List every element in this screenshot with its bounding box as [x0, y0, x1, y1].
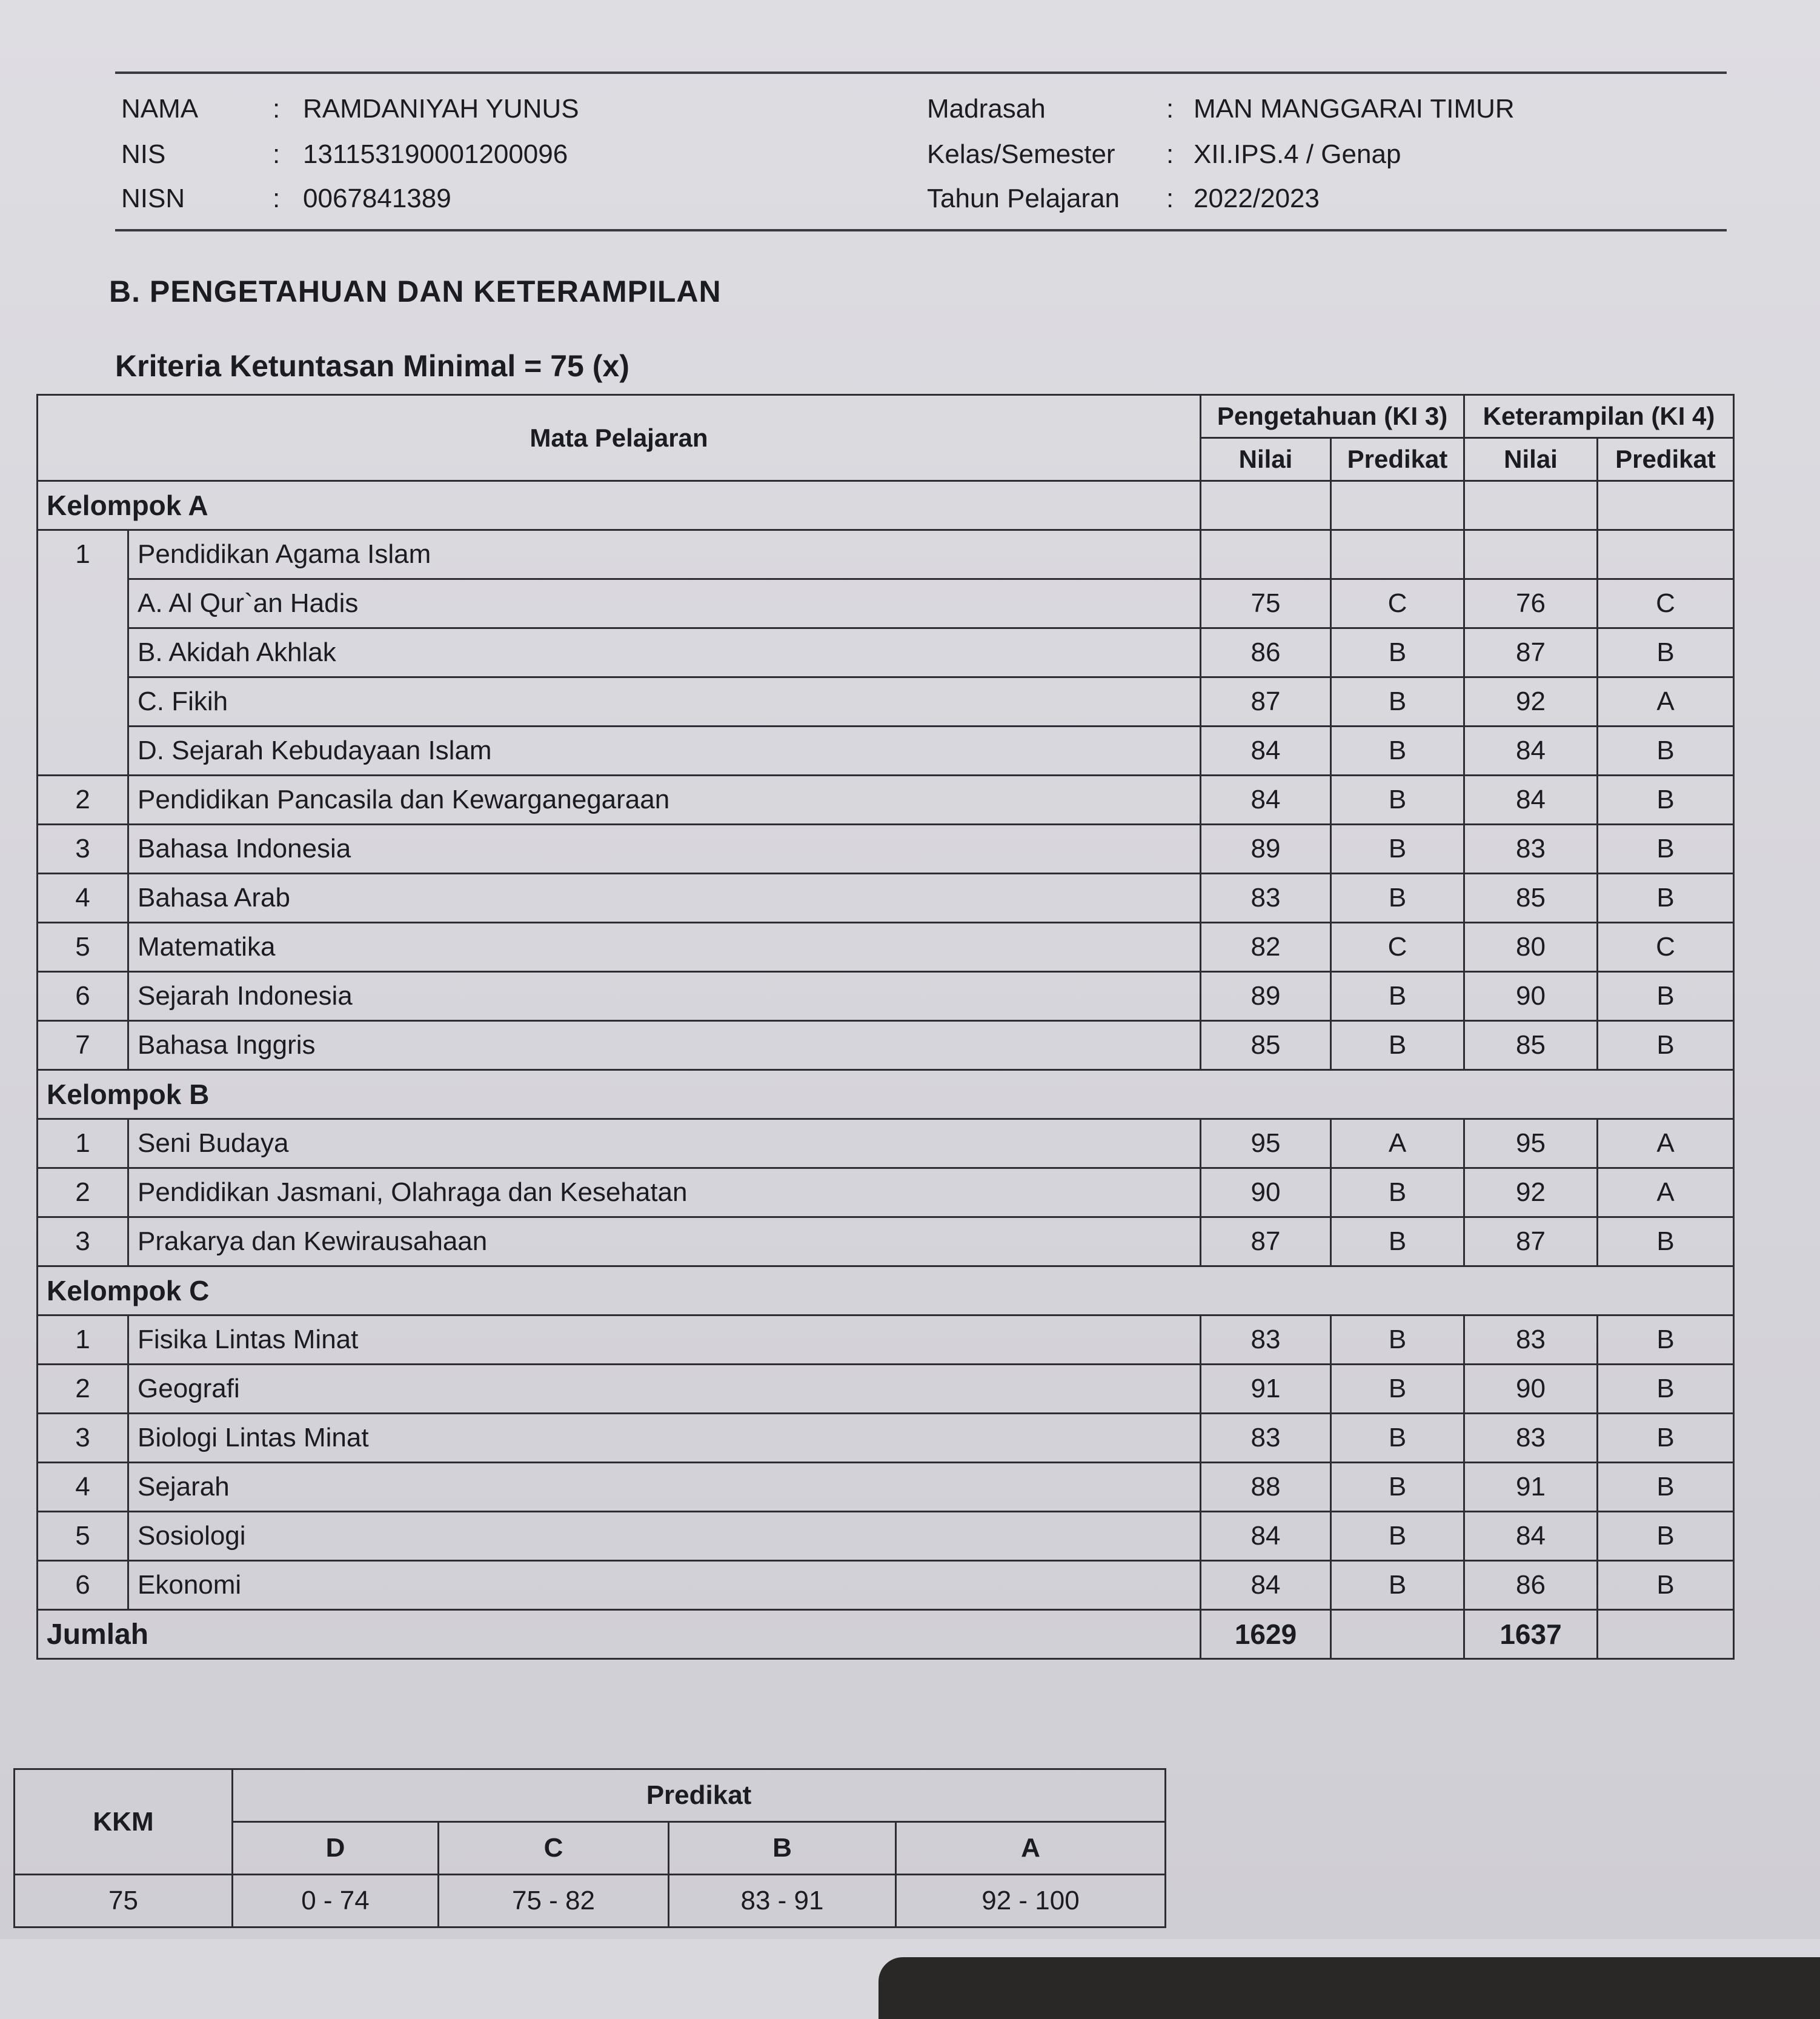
empty-cell [1201, 530, 1331, 579]
predikat-ki3: B [1331, 1365, 1464, 1414]
table-row [38, 825, 1734, 874]
predikat-ki4: A [1598, 1119, 1734, 1168]
table-row [38, 1414, 1734, 1463]
nilai-ki4: 90 [1464, 1365, 1598, 1414]
nilai-ki3: 84 [1201, 1512, 1331, 1561]
nilai-ki3: 82 [1201, 923, 1331, 972]
header-predikat-ki3: Predikat [1331, 438, 1464, 481]
predikat-legend-table [13, 1768, 1166, 1928]
nilai-ki4: 83 [1464, 825, 1598, 874]
group-label-c: Kelompok C [38, 1266, 1734, 1316]
colon: : [1166, 94, 1174, 124]
nilai-ki3: 95 [1201, 1119, 1331, 1168]
kelas-value: XII.IPS.4 / Genap [1194, 139, 1401, 169]
predikat-ki3: B [1331, 1512, 1464, 1561]
nis-label: NIS [121, 139, 166, 169]
nilai-ki3: 89 [1201, 825, 1331, 874]
legend-range-a: 92 - 100 [896, 1875, 1166, 1928]
row-number: 7 [38, 1021, 128, 1070]
nilai-ki4: 76 [1464, 579, 1598, 628]
group-row-c [38, 1266, 1734, 1316]
table-row [38, 1217, 1734, 1266]
table-row [38, 923, 1734, 972]
predikat-ki3: B [1331, 1021, 1464, 1070]
predikat-ki3: B [1331, 972, 1464, 1021]
legend-grade-c: C [439, 1822, 669, 1875]
table-row [38, 1316, 1734, 1365]
header-row-1 [38, 395, 1734, 438]
total-row [38, 1610, 1734, 1659]
nis-value: 131153190001200096 [303, 139, 568, 169]
predikat-ki4: C [1598, 579, 1734, 628]
empty-cell [1598, 1610, 1734, 1659]
nilai-ki4: 85 [1464, 1021, 1598, 1070]
row-number: 5 [38, 923, 128, 972]
row-number: 2 [38, 776, 128, 825]
predikat-ki4: B [1598, 1217, 1734, 1266]
empty-cell [1201, 481, 1331, 530]
table-row [38, 1365, 1734, 1414]
header-predikat-ki4: Predikat [1598, 438, 1734, 481]
table-row [38, 1463, 1734, 1512]
predikat-ki3: B [1331, 628, 1464, 677]
predikat-ki4: A [1598, 1168, 1734, 1217]
empty-cell [1331, 481, 1464, 530]
table-row [38, 677, 1734, 727]
empty-cell [1464, 530, 1598, 579]
nilai-ki4: 80 [1464, 923, 1598, 972]
subject-name: Prakarya dan Kewirausahaan [128, 1217, 1201, 1266]
subject-name: C. Fikih [128, 677, 1201, 727]
predikat-ki4: B [1598, 628, 1734, 677]
row-number: 6 [38, 1561, 128, 1610]
info-row-nama [115, 94, 1727, 130]
subject-name: Bahasa Arab [128, 874, 1201, 923]
nilai-ki4: 84 [1464, 1512, 1598, 1561]
table-row [38, 727, 1734, 776]
predikat-ki4: A [1598, 677, 1734, 727]
nilai-ki4: 92 [1464, 677, 1598, 727]
background-shadow [878, 1957, 1820, 2019]
predikat-ki3: B [1331, 727, 1464, 776]
row-number: 6 [38, 972, 128, 1021]
colon: : [273, 184, 281, 213]
header-nilai-ki3: Nilai [1201, 438, 1331, 481]
table-row [38, 1119, 1734, 1168]
legend-header-row-1 [15, 1769, 1166, 1822]
table-row [38, 1512, 1734, 1561]
row-number: 2 [38, 1365, 128, 1414]
empty-cell [1598, 530, 1734, 579]
subject-name: A. Al Qur`an Hadis [128, 579, 1201, 628]
subject-name: Biologi Lintas Minat [128, 1414, 1201, 1463]
nama-label: NAMA [121, 94, 199, 124]
colon: : [273, 94, 281, 124]
empty-cell [1331, 1610, 1464, 1659]
legend-range-d: 0 - 74 [233, 1875, 439, 1928]
predikat-ki3: C [1331, 923, 1464, 972]
nilai-ki4: 84 [1464, 776, 1598, 825]
nilai-ki4: 83 [1464, 1414, 1598, 1463]
subject-name: Sosiologi [128, 1512, 1201, 1561]
subject-name: Fisika Lintas Minat [128, 1316, 1201, 1365]
predikat-ki4: B [1598, 1561, 1734, 1610]
table-row [38, 530, 1734, 579]
predikat-ki3: B [1331, 776, 1464, 825]
nilai-ki4: 84 [1464, 727, 1598, 776]
subject-name: Pendidikan Pancasila dan Kewarganegaraan [128, 776, 1201, 825]
empty-cell [1464, 481, 1598, 530]
legend-values-row [15, 1875, 1166, 1928]
row-number: 3 [38, 825, 128, 874]
predikat-ki4: C [1598, 923, 1734, 972]
predikat-ki4: B [1598, 1463, 1734, 1512]
predikat-ki4: B [1598, 1365, 1734, 1414]
nilai-ki3: 85 [1201, 1021, 1331, 1070]
predikat-ki4: B [1598, 874, 1734, 923]
subject-name: Ekonomi [128, 1561, 1201, 1610]
table-row [38, 1021, 1734, 1070]
nilai-ki3: 83 [1201, 1414, 1331, 1463]
predikat-ki4: B [1598, 972, 1734, 1021]
subject-name: B. Akidah Akhlak [128, 628, 1201, 677]
header-keterampilan: Keterampilan (KI 4) [1464, 395, 1734, 438]
nilai-ki4: 95 [1464, 1119, 1598, 1168]
table-row [38, 776, 1734, 825]
predikat-ki4: B [1598, 1414, 1734, 1463]
row-number: 1 [38, 530, 128, 776]
row-number: 3 [38, 1217, 128, 1266]
info-row-nis [115, 139, 1727, 176]
nilai-ki4: 90 [1464, 972, 1598, 1021]
section-title: B. PENGETAHUAN DAN KETERAMPILAN [109, 274, 722, 308]
nilai-ki4: 86 [1464, 1561, 1598, 1610]
info-top-rule [115, 72, 1727, 74]
subject-name: Bahasa Inggris [128, 1021, 1201, 1070]
group-row-a [38, 481, 1734, 530]
subject-name: Sejarah [128, 1463, 1201, 1512]
empty-cell [1331, 530, 1464, 579]
header-mapel: Mata Pelajaran [38, 395, 1201, 481]
total-ki3: 1629 [1201, 1610, 1331, 1659]
nilai-ki3: 84 [1201, 1561, 1331, 1610]
nilai-ki3: 84 [1201, 776, 1331, 825]
nilai-ki3: 83 [1201, 874, 1331, 923]
predikat-ki3: B [1331, 1316, 1464, 1365]
group-row-b [38, 1070, 1734, 1119]
legend-predikat-label: Predikat [233, 1769, 1166, 1822]
legend-range-c: 75 - 82 [439, 1875, 669, 1928]
kkm-title: Kriteria Ketuntasan Minimal = 75 (x) [115, 349, 629, 383]
subject-name: Pendidikan Agama Islam [128, 530, 1201, 579]
madrasah-value: MAN MANGGARAI TIMUR [1194, 94, 1515, 124]
predikat-ki4: B [1598, 727, 1734, 776]
kelas-label: Kelas/Semester [927, 139, 1115, 169]
tahun-value: 2022/2023 [1194, 184, 1320, 213]
predikat-ki3: B [1331, 677, 1464, 727]
table-row [38, 1561, 1734, 1610]
predikat-ki3: B [1331, 874, 1464, 923]
subject-name: Bahasa Indonesia [128, 825, 1201, 874]
nilai-ki3: 75 [1201, 579, 1331, 628]
nilai-ki4: 83 [1464, 1316, 1598, 1365]
madrasah-label: Madrasah [927, 94, 1046, 124]
subject-name: Geografi [128, 1365, 1201, 1414]
header-pengetahuan: Pengetahuan (KI 3) [1201, 395, 1464, 438]
empty-cell [1598, 481, 1734, 530]
predikat-ki4: B [1598, 1512, 1734, 1561]
predikat-ki4: B [1598, 1021, 1734, 1070]
header-nilai-ki4: Nilai [1464, 438, 1598, 481]
nilai-ki4: 85 [1464, 874, 1598, 923]
row-number: 1 [38, 1316, 128, 1365]
colon: : [273, 139, 281, 169]
predikat-ki3: A [1331, 1119, 1464, 1168]
nilai-ki3: 87 [1201, 677, 1331, 727]
nisn-label: NISN [121, 184, 185, 213]
nilai-ki3: 91 [1201, 1365, 1331, 1414]
group-label-a: Kelompok A [38, 481, 1201, 530]
nisn-value: 0067841389 [303, 184, 451, 213]
table-row [38, 579, 1734, 628]
predikat-ki4: B [1598, 825, 1734, 874]
grades-table [36, 394, 1735, 1660]
subject-name: Pendidikan Jasmani, Olahraga dan Kesehatan [128, 1168, 1201, 1217]
nilai-ki4: 92 [1464, 1168, 1598, 1217]
info-bottom-rule [115, 229, 1727, 231]
total-ki4: 1637 [1464, 1610, 1598, 1659]
legend-kkm-value: 75 [15, 1875, 233, 1928]
predikat-ki3: B [1331, 1217, 1464, 1266]
predikat-ki3: B [1331, 1561, 1464, 1610]
nilai-ki3: 90 [1201, 1168, 1331, 1217]
nilai-ki3: 88 [1201, 1463, 1331, 1512]
predikat-ki4: B [1598, 1316, 1734, 1365]
table-row [38, 628, 1734, 677]
subject-name: D. Sejarah Kebudayaan Islam [128, 727, 1201, 776]
row-number: 4 [38, 1463, 128, 1512]
table-row [38, 1168, 1734, 1217]
nilai-ki3: 87 [1201, 1217, 1331, 1266]
row-number: 3 [38, 1414, 128, 1463]
group-label-b: Kelompok B [38, 1070, 1734, 1119]
predikat-ki3: B [1331, 825, 1464, 874]
total-label: Jumlah [38, 1610, 1201, 1659]
nilai-ki3: 86 [1201, 628, 1331, 677]
predikat-ki3: B [1331, 1168, 1464, 1217]
info-row-nisn [115, 184, 1727, 220]
nilai-ki3: 83 [1201, 1316, 1331, 1365]
predikat-ki3: B [1331, 1463, 1464, 1512]
colon: : [1166, 184, 1174, 213]
legend-grade-d: D [233, 1822, 439, 1875]
row-number: 1 [38, 1119, 128, 1168]
predikat-ki3: B [1331, 1414, 1464, 1463]
tahun-label: Tahun Pelajaran [927, 184, 1120, 213]
predikat-ki4: B [1598, 776, 1734, 825]
legend-grade-a: A [896, 1822, 1166, 1875]
table-row [38, 874, 1734, 923]
subject-name: Seni Budaya [128, 1119, 1201, 1168]
row-number: 5 [38, 1512, 128, 1561]
nilai-ki4: 91 [1464, 1463, 1598, 1512]
nilai-ki3: 84 [1201, 727, 1331, 776]
legend-kkm-label: KKM [15, 1769, 233, 1875]
subject-name: Matematika [128, 923, 1201, 972]
legend-range-b: 83 - 91 [669, 1875, 896, 1928]
colon: : [1166, 139, 1174, 169]
row-number: 2 [38, 1168, 128, 1217]
nilai-ki4: 87 [1464, 628, 1598, 677]
nama-value: RAMDANIYAH YUNUS [303, 94, 579, 124]
nilai-ki4: 87 [1464, 1217, 1598, 1266]
legend-grade-b: B [669, 1822, 896, 1875]
nilai-ki3: 89 [1201, 972, 1331, 1021]
table-row [38, 972, 1734, 1021]
predikat-ki3: C [1331, 579, 1464, 628]
subject-name: Sejarah Indonesia [128, 972, 1201, 1021]
row-number: 4 [38, 874, 128, 923]
